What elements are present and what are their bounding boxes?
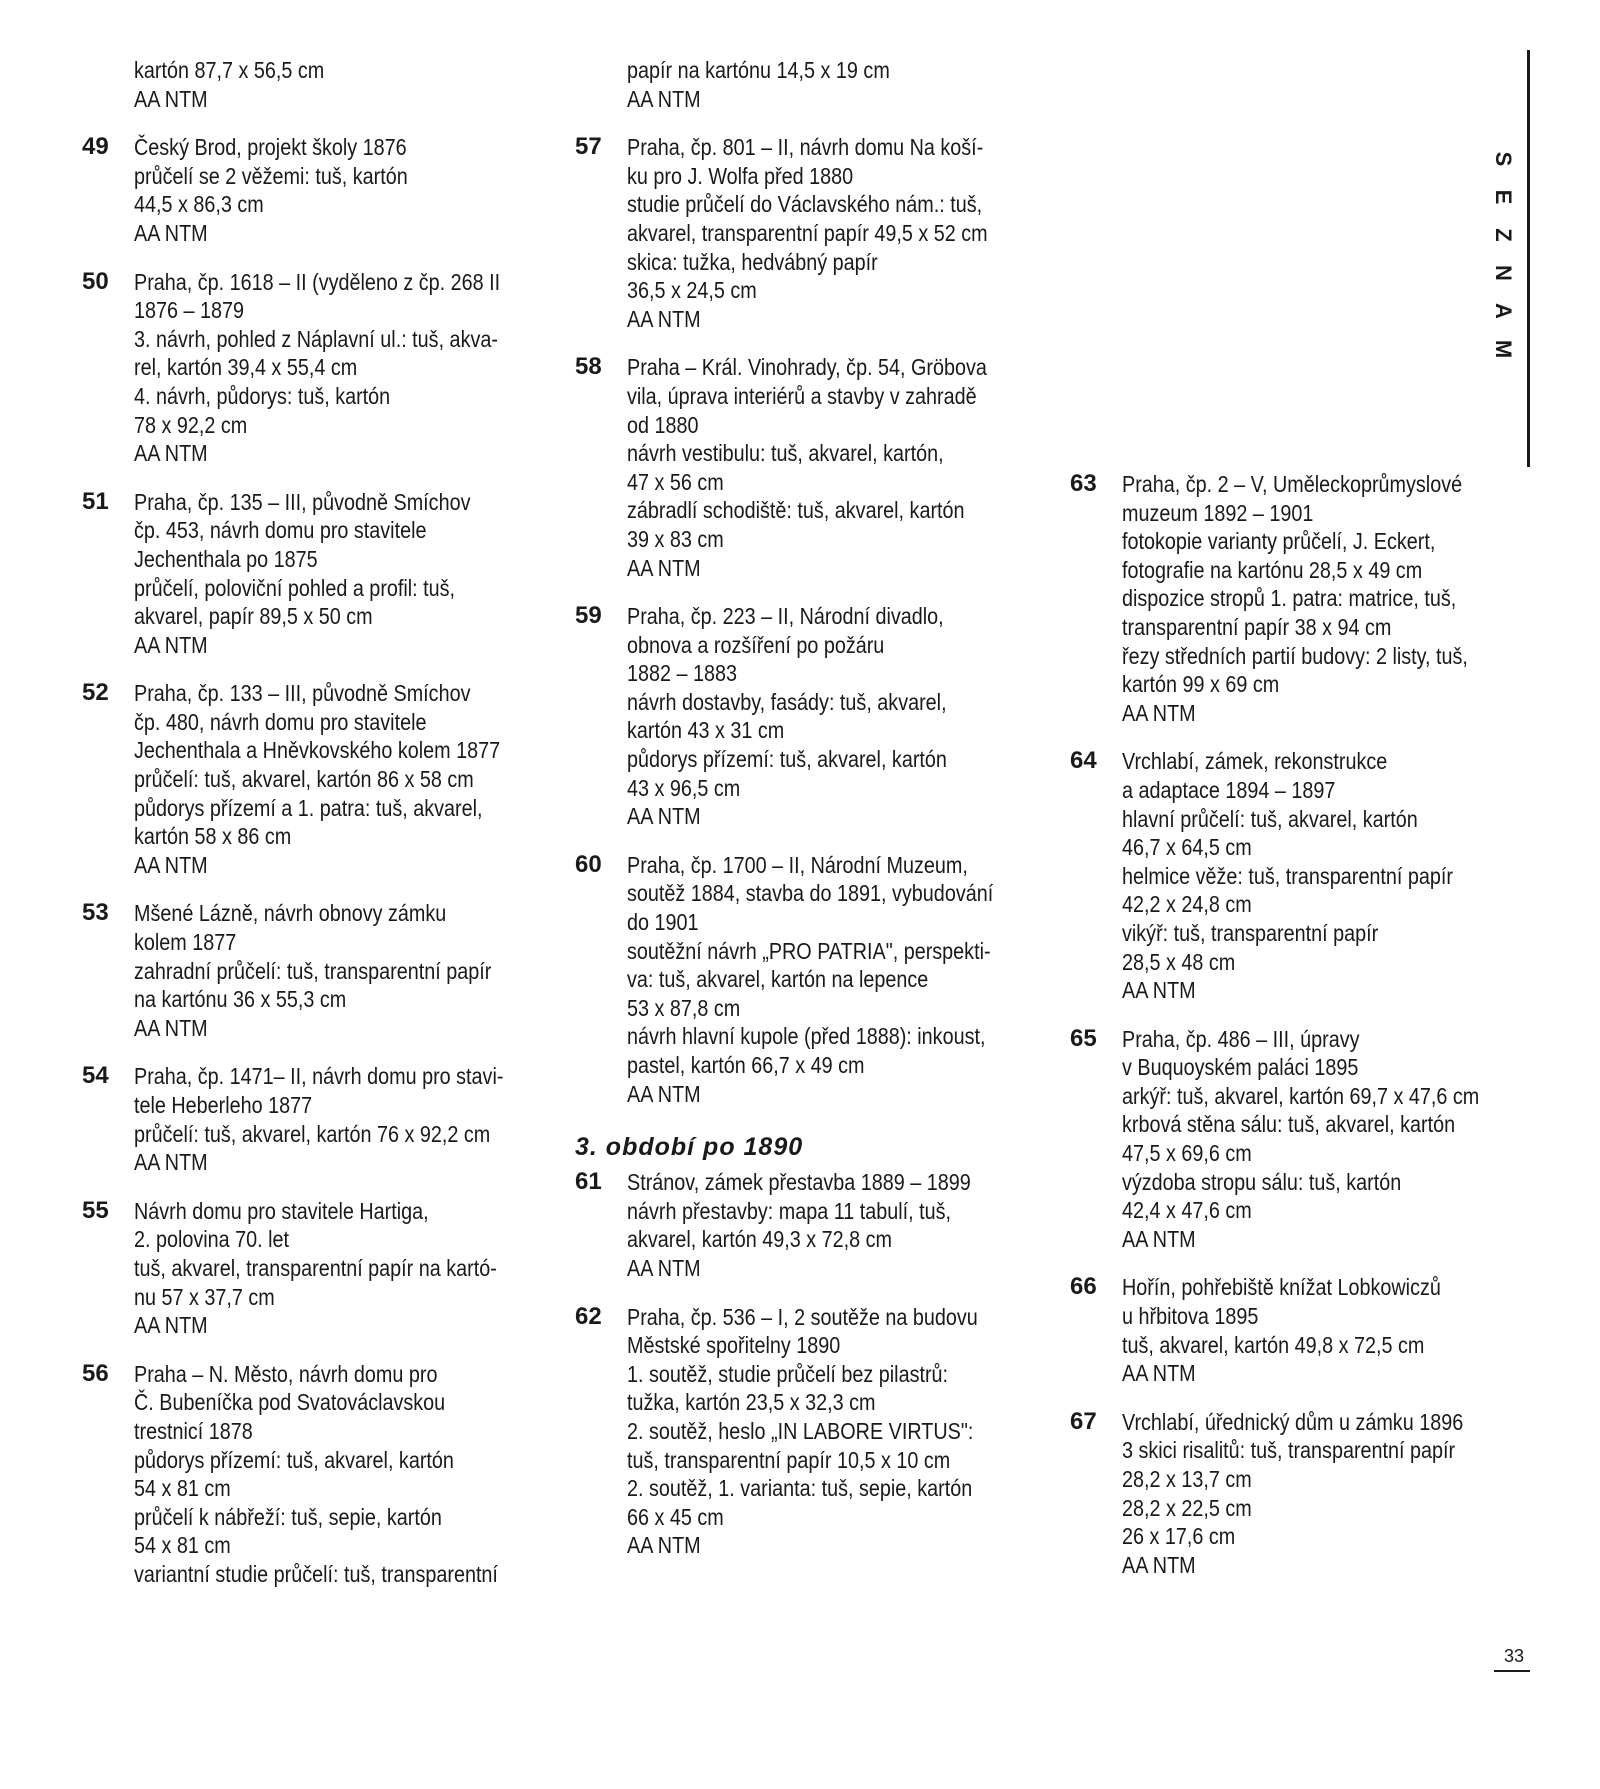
entry-number: 60 — [575, 850, 602, 878]
catalog-entry — [575, 602, 1045, 831]
text-line: 1876 – 1879 — [134, 297, 244, 324]
entry-number: 63 — [1070, 470, 1097, 497]
catalog-entry — [1070, 1273, 1540, 1387]
text-line: 36,5 x 24,5 cm — [627, 277, 757, 304]
text-line: 47,5 x 69,6 cm — [1122, 1140, 1252, 1167]
text-line: 42,4 x 47,6 cm — [1122, 1197, 1252, 1224]
catalog-entry — [1070, 470, 1540, 727]
text-line: Mšené Lázně, návrh obnovy zámku — [134, 900, 447, 927]
side-label-letter: Z — [1491, 228, 1516, 242]
text-line: Praha, čp. 801 – II, návrh domu Na koší- — [627, 134, 984, 161]
text-line: papír na kartónu 14,5 x 19 cm — [627, 57, 890, 83]
entry-description — [1122, 1025, 1540, 1254]
text-line: 43 x 96,5 cm — [627, 774, 741, 801]
text-line: AA NTM — [627, 85, 701, 112]
text-line: muzeum 1892 – 1901 — [1122, 499, 1314, 526]
column-3 — [1070, 470, 1540, 1579]
catalog-entry — [575, 133, 1045, 333]
entry-number: 66 — [1070, 1273, 1097, 1301]
text-line: obnova a rozšíření po požáru — [627, 631, 885, 658]
entry-list — [1070, 470, 1540, 1579]
text-line: Praha, čp. 536 – I, 2 soutěže na budovu — [627, 1303, 978, 1330]
text-line: AA NTM — [134, 440, 208, 467]
text-line: návrh dostavby, fasády: tuš, akvarel, — [627, 688, 947, 715]
text-line: čp. 480, návrh domu pro stavitele — [134, 708, 427, 735]
side-label-letter: N — [1491, 265, 1516, 281]
text-line: Praha, čp. 223 – II, Národní divadlo, — [627, 603, 944, 630]
text-line: 42,2 x 24,8 cm — [1122, 891, 1252, 918]
entry-number: 53 — [82, 899, 109, 927]
text-line: Praha – Král. Vinohrady, čp. 54, Gröbova — [627, 354, 987, 381]
catalog-entry — [82, 899, 552, 1042]
text-line: průčelí k nábřeží: tuš, sepie, kartón — [134, 1503, 442, 1530]
text-line: zábradlí schodiště: tuš, akvarel, kartón — [627, 497, 965, 524]
text-line: půdorys přízemí: tuš, akvarel, kartón — [134, 1446, 454, 1473]
page-number: 33 — [1503, 1646, 1525, 1666]
text-line: čp. 453, návrh domu pro stavitele — [134, 517, 427, 544]
text-line: AA NTM — [627, 305, 701, 332]
entry-number: 52 — [82, 679, 109, 707]
text-line: Jechenthala a Hněvkovského kolem 1877 — [134, 737, 501, 764]
entry-number: 50 — [82, 267, 109, 295]
text-line: 26 x 17,6 cm — [1122, 1523, 1236, 1550]
text-line: AA NTM — [1122, 977, 1196, 1004]
column-1 — [82, 56, 552, 1589]
text-line: 1882 – 1883 — [627, 660, 737, 687]
text-line: půdorys přízemí a 1. patra: tuš, akvarel, — [134, 794, 483, 821]
text-line: Stránov, zámek přestavba 1889 – 1899 — [627, 1169, 971, 1196]
column-2 — [575, 56, 1045, 1560]
entry-number: 67 — [1070, 1407, 1097, 1435]
text-line: Hořín, pohřebiště knížat Lobkowiczů — [1122, 1274, 1441, 1301]
text-line: AA NTM — [627, 1254, 701, 1281]
text-line: variantní studie průčelí: tuš, transparentní — [134, 1560, 498, 1587]
entry-description — [134, 1360, 552, 1589]
text-line: tele Heberleho 1877 — [134, 1092, 313, 1118]
text-line: do 1901 — [627, 909, 699, 936]
text-line: vila, úprava interiérů a stavby v zahradě — [627, 382, 977, 409]
text-line: Praha, čp. 1471– II, návrh domu pro stavi- — [134, 1063, 504, 1090]
text-line: návrh přestavby: mapa 11 tabulí, tuš, — [627, 1197, 951, 1224]
text-line: Praha, čp. 135 – III, původně Smíchov — [134, 488, 471, 515]
text-line: průčelí: tuš, akvarel, kartón 86 x 58 cm — [134, 766, 474, 793]
text-line: 28,5 x 48 cm — [1122, 948, 1236, 975]
continuation-text — [134, 56, 552, 113]
catalog-entry — [82, 679, 552, 879]
entry-number: 58 — [575, 353, 602, 381]
text-line: 2. polovina 70. let — [134, 1226, 290, 1253]
text-line: studie průčelí do Václavského nám.: tuš, — [627, 191, 983, 218]
text-line: kartón 87,7 x 56,5 cm — [134, 57, 325, 83]
entry-description — [134, 1197, 552, 1340]
entry-number: 61 — [575, 1168, 602, 1196]
text-line: 44,5 x 86,3 cm — [134, 191, 264, 218]
catalog-entry — [575, 1168, 1045, 1282]
text-line: 54 x 81 cm — [134, 1475, 231, 1502]
entry-number: 64 — [1070, 747, 1097, 775]
text-line: kolem 1877 — [134, 929, 237, 956]
text-line: na kartónu 36 x 55,3 cm — [134, 986, 347, 1013]
text-line: AA NTM — [1122, 1360, 1196, 1387]
text-line: Návrh domu pro stavitele Hartiga, — [134, 1197, 429, 1224]
text-line: od 1880 — [627, 411, 699, 438]
entry-description — [134, 488, 552, 660]
catalog-entry — [82, 133, 552, 247]
text-line: Č. Bubeníčka pod Svatováclavskou — [134, 1389, 446, 1416]
entry-number: 62 — [575, 1302, 602, 1330]
text-line: 66 x 45 cm — [627, 1503, 724, 1530]
catalog-entry — [1070, 1025, 1540, 1254]
text-line: 28,2 x 22,5 cm — [1122, 1494, 1252, 1521]
entry-description — [1122, 1408, 1540, 1580]
text-line: Jechenthala po 1875 — [134, 545, 318, 572]
entry-number: 59 — [575, 602, 602, 630]
entry-number: 65 — [1070, 1024, 1097, 1052]
entry-description — [134, 679, 552, 879]
catalog-entry — [82, 1062, 552, 1176]
text-line: helmice věže: tuš, transparentní papír — [1122, 862, 1453, 889]
text-line: průčelí: tuš, akvarel, kartón 76 x 92,2 cm — [134, 1120, 491, 1147]
text-line: skica: tužka, hedvábný papír — [627, 248, 878, 275]
text-line: AA NTM — [1122, 1225, 1196, 1252]
text-line: arkýř: tuš, akvarel, kartón 69,7 x 47,6 cm — [1122, 1082, 1480, 1109]
catalog-entry — [82, 488, 552, 660]
text-line: řezy středních partií budovy: 2 listy, tuš, — [1122, 642, 1468, 669]
text-line: průčelí se 2 věžemi: tuš, kartón — [134, 162, 408, 189]
text-line: 2. soutěž, heslo „IN LABORE VIRTUS": — [627, 1417, 974, 1444]
text-line: AA NTM — [134, 85, 208, 112]
text-line: Praha – N. Město, návrh domu pro — [134, 1360, 438, 1387]
text-line: Český Brod, projekt školy 1876 — [134, 134, 407, 161]
text-line: trestnicí 1878 — [134, 1417, 253, 1444]
text-line: 2. soutěž, 1. varianta: tuš, sepie, kartón — [627, 1475, 973, 1502]
entry-number: 54 — [82, 1062, 109, 1090]
text-line: Praha, čp. 1618 – II (vyděleno z čp. 268 II — [134, 268, 501, 295]
entry-list — [575, 133, 1045, 1108]
text-line: Praha, čp. 133 – III, původně Smíchov — [134, 680, 471, 707]
text-line: 28,2 x 13,7 cm — [1122, 1466, 1252, 1492]
catalog-entry — [1070, 747, 1540, 1004]
text-line: pastel, kartón 66,7 x 49 cm — [627, 1052, 865, 1078]
text-line: akvarel, transparentní papír 49,5 x 52 cm — [627, 219, 988, 246]
text-line: AA NTM — [1122, 1551, 1196, 1578]
text-line: kartón 58 x 86 cm — [134, 823, 292, 850]
text-line: nu 57 x 37,7 cm — [134, 1283, 275, 1310]
text-line: 53 x 87,8 cm — [627, 994, 741, 1021]
text-line: návrh vestibulu: tuš, akvarel, kartón, — [627, 440, 944, 467]
entry-list — [575, 1168, 1045, 1560]
text-line: 46,7 x 64,5 cm — [1122, 834, 1252, 861]
text-line: v Buquoyském paláci 1895 — [1122, 1054, 1359, 1081]
entry-number: 56 — [82, 1359, 109, 1387]
text-line: AA NTM — [134, 219, 208, 246]
text-line: Praha, čp. 486 – III, úpravy — [1122, 1025, 1360, 1052]
text-line: soutěž 1884, stavba do 1891, vybudování — [627, 880, 994, 907]
side-label-letter: S — [1491, 151, 1516, 167]
text-line: průčelí, poloviční pohled a profil: tuš, — [134, 574, 456, 601]
text-line: 78 x 92,2 cm — [134, 411, 248, 438]
text-line: kartón 43 x 31 cm — [627, 717, 785, 744]
text-line: kartón 99 x 69 cm — [1122, 671, 1280, 698]
text-line: návrh hlavní kupole (před 1888): inkoust, — [627, 1023, 986, 1050]
text-line: AA NTM — [627, 1532, 701, 1559]
text-line: AA NTM — [134, 851, 208, 878]
entry-description — [134, 268, 552, 468]
entry-description — [1122, 1273, 1540, 1387]
catalog-entry — [575, 1303, 1045, 1560]
continuation-text — [627, 56, 1045, 113]
text-line: Praha, čp. 1700 – II, Národní Muzeum, — [627, 851, 968, 878]
text-line: AA NTM — [134, 631, 208, 658]
catalog-entry — [82, 1360, 552, 1589]
text-line: 4. návrh, půdorys: tuš, kartón — [134, 382, 391, 409]
entry-list — [82, 133, 552, 1588]
text-line: AA NTM — [627, 1080, 701, 1107]
text-line: tuš, transparentní papír 10,5 x 10 cm — [627, 1446, 951, 1473]
side-label-seznam — [1488, 140, 1518, 368]
entry-description — [1122, 470, 1540, 727]
text-line: 39 x 83 cm — [627, 525, 724, 552]
text-line: vikýř: tuš, transparentní papír — [1122, 919, 1379, 946]
text-line: fotografie na kartónu 28,5 x 49 cm — [1122, 556, 1423, 583]
text-line: dispozice stropů 1. patra: matrice, tuš, — [1122, 585, 1457, 612]
text-line: tužka, kartón 23,5 x 32,3 cm — [627, 1389, 876, 1416]
text-line: 47 x 56 cm — [627, 468, 724, 495]
page-number-rule — [1494, 1670, 1530, 1672]
text-line: 3. návrh, pohled z Náplavní ul.: tuš, akva- — [134, 325, 498, 352]
entry-number: 49 — [82, 133, 109, 161]
text-line: ku pro J. Wolfa před 1880 — [627, 162, 854, 189]
entry-description — [627, 1303, 1045, 1560]
text-line: akvarel, kartón 49,3 x 72,8 cm — [627, 1226, 892, 1253]
text-line: va: tuš, akvarel, kartón na lepence — [627, 966, 929, 993]
text-line: tuš, akvarel, transparentní papír na kartó- — [134, 1254, 497, 1281]
text-line: transparentní papír 38 x 94 cm — [1122, 613, 1392, 640]
entry-description — [627, 851, 1045, 1108]
text-line: soutěžní návrh „PRO PATRIA", perspekti- — [627, 937, 991, 964]
entry-number: 55 — [82, 1196, 109, 1224]
entry-description — [627, 133, 1045, 333]
catalog-entry — [1070, 1408, 1540, 1580]
entry-description — [134, 1062, 552, 1176]
text-line: výzdoba stropu sálu: tuš, kartón — [1122, 1168, 1402, 1195]
text-line: tuš, akvarel, kartón 49,8 x 72,5 cm — [1122, 1331, 1425, 1358]
text-line: Praha, čp. 2 – V, Uměleckoprůmyslové — [1122, 471, 1463, 497]
text-line: zahradní průčelí: tuš, transparentní papír — [134, 957, 492, 984]
entry-description — [1122, 747, 1540, 1004]
text-line: Městské spořitelny 1890 — [627, 1332, 841, 1359]
text-line: AA NTM — [134, 1014, 208, 1041]
side-label-letter: M — [1491, 339, 1516, 359]
text-line: fotokopie varianty průčelí, J. Eckert, — [1122, 528, 1436, 555]
text-line: 3 skici risalitů: tuš, transparentní papír — [1122, 1437, 1456, 1464]
text-line: AA NTM — [134, 1312, 208, 1339]
text-line: u hřbitova 1895 — [1122, 1303, 1259, 1330]
text-line: a adaptace 1894 – 1897 — [1122, 776, 1336, 803]
text-line: Vrchlabí, zámek, rekonstrukce — [1122, 748, 1388, 775]
section-heading: 3. období po 1890 — [575, 1133, 804, 1162]
entry-description — [627, 1168, 1045, 1282]
side-label-letter: E — [1491, 189, 1516, 205]
text-line: hlavní průčelí: tuš, akvarel, kartón — [1122, 805, 1418, 832]
catalog-entry — [82, 1197, 552, 1340]
entry-number: 57 — [575, 133, 602, 161]
text-line: rel, kartón 39,4 x 55,4 cm — [134, 354, 358, 381]
text-line: 1. soutěž, studie průčelí bez pilastrů: — [627, 1360, 949, 1387]
entry-description — [134, 899, 552, 1042]
text-line: Vrchlabí, úřednický dům u zámku 1896 — [1122, 1408, 1464, 1435]
entry-description — [134, 133, 552, 247]
catalog-entry — [82, 268, 552, 468]
text-line: AA NTM — [627, 803, 701, 830]
side-rule — [1527, 50, 1530, 467]
entry-number: 51 — [82, 487, 109, 515]
catalog-entry — [575, 353, 1045, 582]
text-line: akvarel, papír 89,5 x 50 cm — [134, 603, 373, 630]
text-line: půdorys přízemí: tuš, akvarel, kartón — [627, 746, 947, 773]
text-line: AA NTM — [134, 1149, 208, 1176]
text-line: krbová stěna sálu: tuš, akvarel, kartón — [1122, 1111, 1456, 1138]
side-label-letter: A — [1491, 303, 1516, 319]
entry-description — [627, 602, 1045, 831]
text-line: AA NTM — [627, 554, 701, 581]
text-line: 54 x 81 cm — [134, 1532, 231, 1559]
text-line: AA NTM — [1122, 699, 1196, 726]
entry-description — [627, 353, 1045, 582]
catalog-entry — [575, 851, 1045, 1108]
